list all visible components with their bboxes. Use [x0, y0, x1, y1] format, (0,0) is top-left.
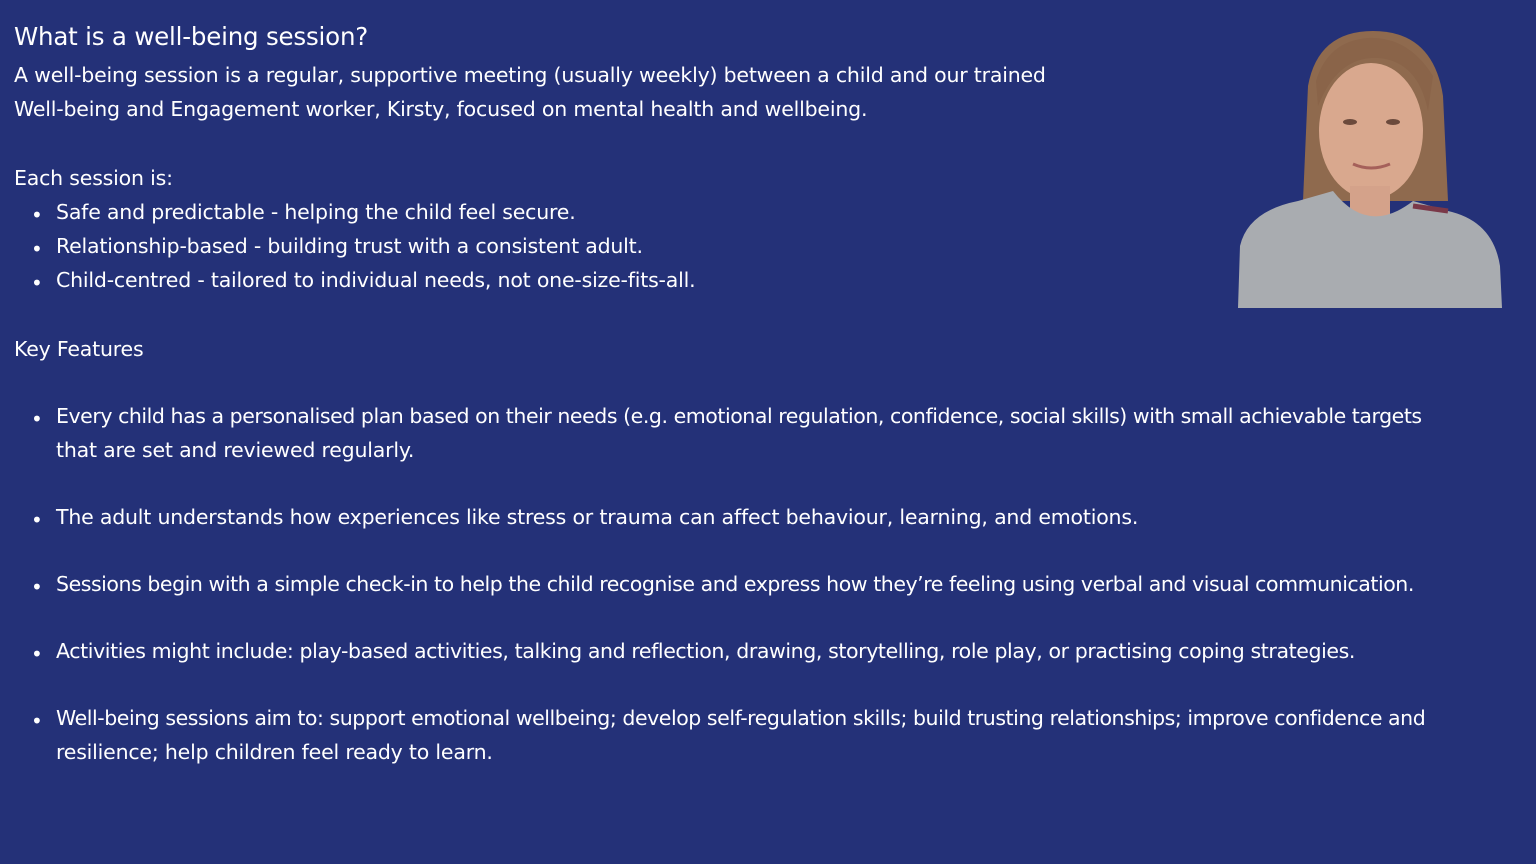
list-item: Relationship-based - building trust with a consistent adult. [56, 234, 643, 258]
feature-line: that are set and reviewed regularly. [56, 438, 415, 462]
bullet-icon: • [31, 709, 43, 733]
bullet-icon: • [31, 237, 43, 261]
feature-line: The adult understands how experiences like stress or trauma can affect behaviour, learning, and emotions. [56, 505, 1139, 529]
bullet-icon: • [31, 508, 43, 532]
feature-line: Activities might include: play-based activities, talking and reflection, drawing, storytelling, role play, or practising coping strategies. [56, 639, 1355, 663]
key-features-heading: Key Features [14, 337, 144, 361]
bullet-icon: • [31, 407, 43, 431]
each-session-heading: Each session is: [14, 166, 173, 190]
feature-line: Sessions begin with a simple check-in to help the child recognise and express how they’re feeling using verbal and visual communication. [56, 572, 1414, 596]
staff-photo [1238, 26, 1502, 308]
list-item: Child-centred - tailored to individual needs, not one-size-fits-all. [56, 268, 696, 292]
list-item: Safe and predictable - helping the child feel secure. [56, 200, 576, 224]
page-title: What is a well-being session? [14, 22, 369, 51]
bullet-icon: • [31, 642, 43, 666]
bullet-icon: • [31, 575, 43, 599]
feature-line: Every child has a personalised plan based on their needs (e.g. emotional regulation, confidence, social skills) with small achievable targets [56, 404, 1422, 428]
bullet-icon: • [31, 203, 43, 227]
bullet-icon: • [31, 271, 43, 295]
feature-line: resilience; help children feel ready to learn. [56, 740, 493, 764]
intro-line: A well-being session is a regular, supportive meeting (usually weekly) between a child and our trained [14, 63, 1046, 87]
intro-line: Well-being and Engagement worker, Kirsty, focused on mental health and wellbeing. [14, 97, 868, 121]
feature-line: Well-being sessions aim to: support emotional wellbeing; develop self-regulation skills; build trusting relationships; improve confidence and [56, 706, 1426, 730]
